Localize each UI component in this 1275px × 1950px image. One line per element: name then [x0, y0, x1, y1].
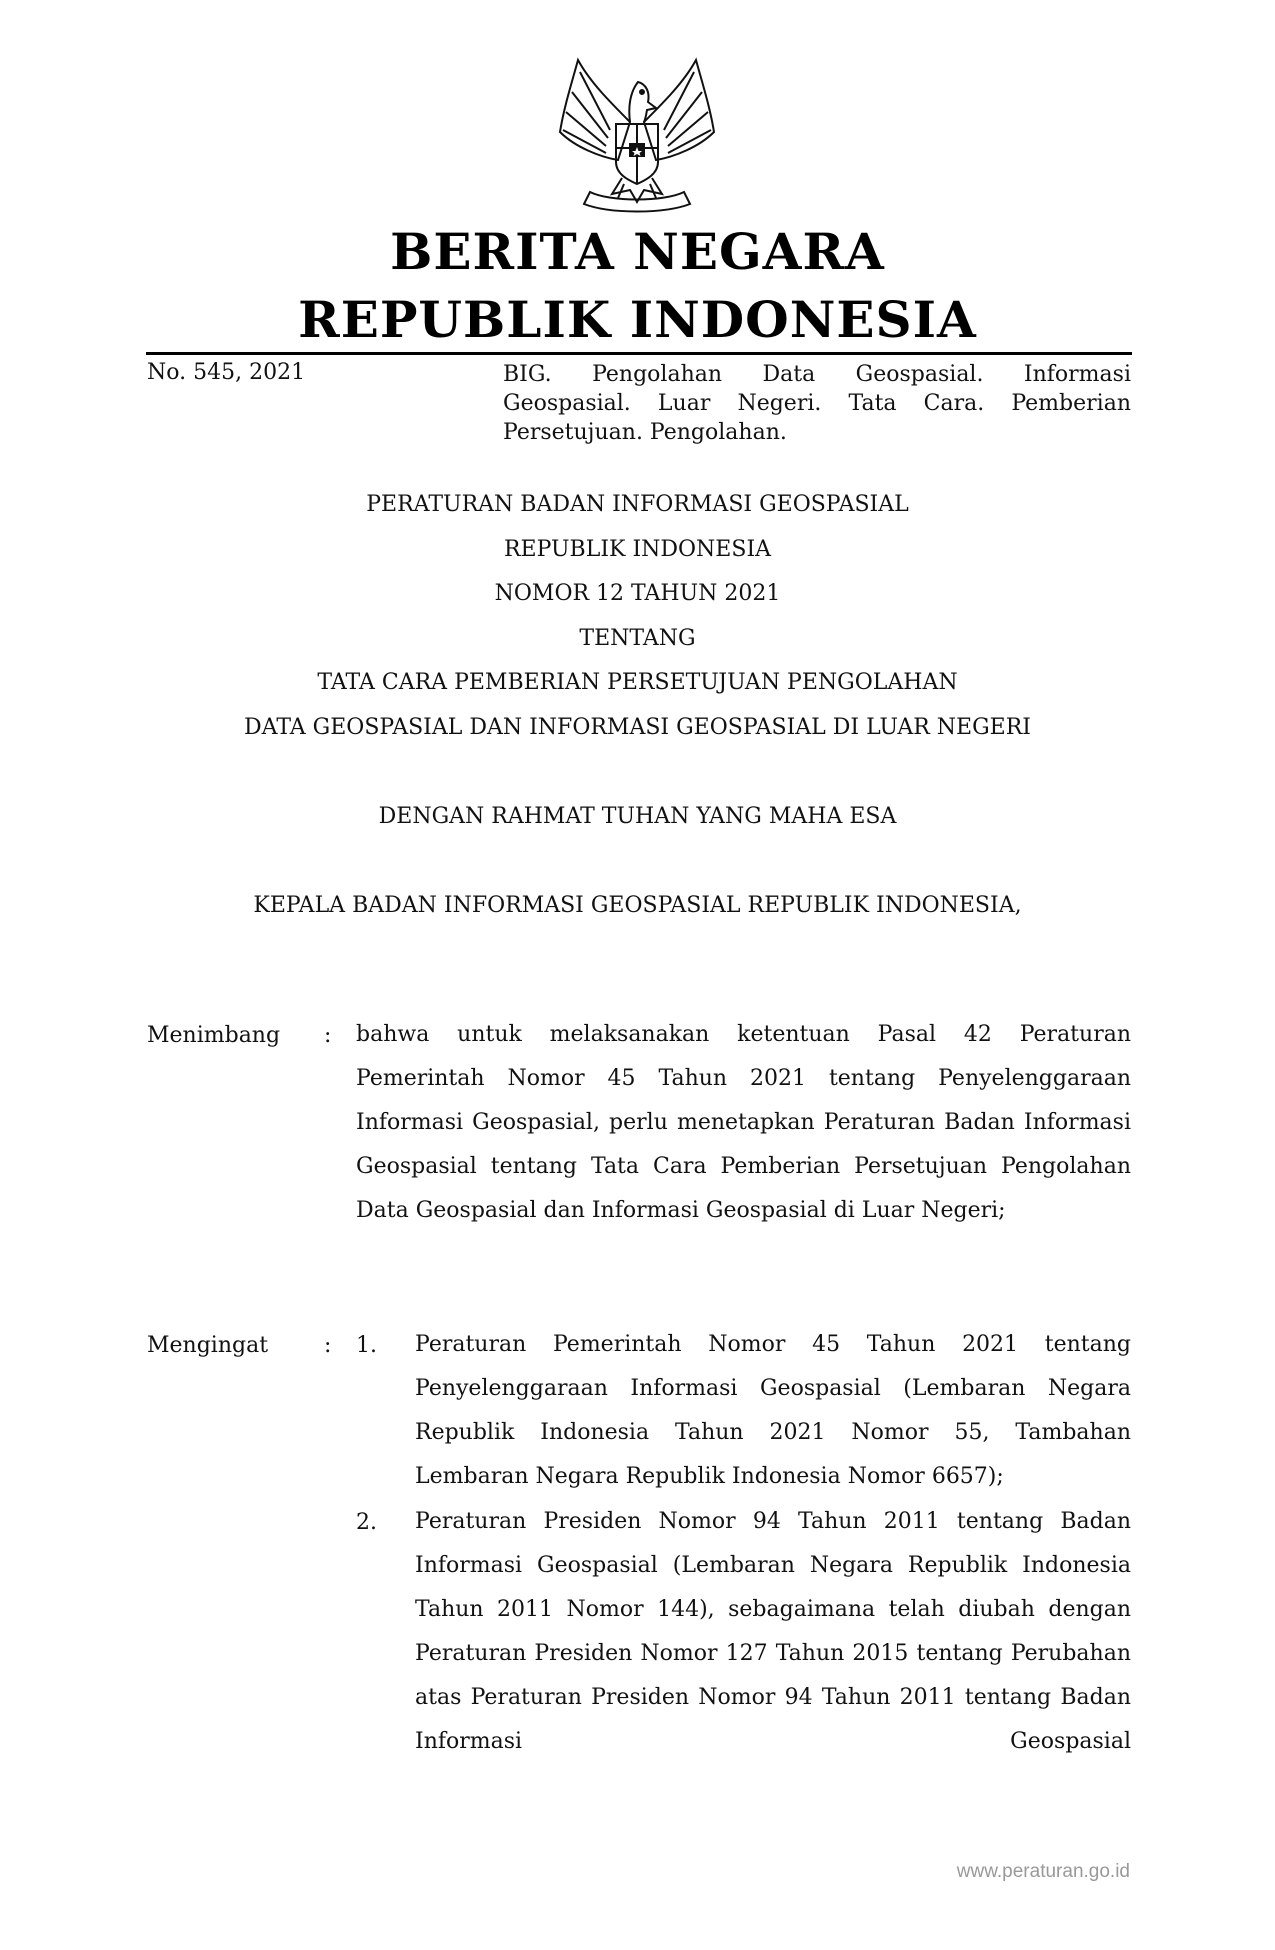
garuda-pancasila-emblem — [550, 52, 724, 214]
regulation-heading-line1: PERATURAN BADAN INFORMASI GEOSPASIAL — [366, 492, 909, 517]
menimbang-label: Menimbang — [147, 1023, 281, 1048]
menimbang-colon: : — [324, 1023, 332, 1048]
mengingat-item-text: Peraturan Pemerintah Nomor 45 Tahun 2021 tentang Penyelenggaraan Informasi Geospasial (Lembaran Negara Republik Indonesia Tahun 2021 Nomor 55, Tambahan Lembaran Negara Republik Indonesia Nomor 6657); — [415, 1332, 1131, 1489]
blessing-line: DENGAN RAHMAT TUHAN YANG MAHA ESA — [378, 804, 897, 829]
mengingat-item-text: Peraturan Presiden Nomor 94 Tahun 2011 tentang Badan Informasi Geospasial (Lembaran Negara Republik Indonesia Tahun 2011 Nomor 144), sebagaimana telah diubah dengan Peraturan Presiden Nomor 127 Tahun 2015 tentang Perubahan atas Peraturan Presiden Nomor 94 Tahun 2011 tentang Badan Informasi Geospasial — [415, 1509, 1131, 1754]
authority-line: KEPALA BADAN INFORMASI GEOSPASIAL REPUBLIK INDONESIA, — [253, 893, 1022, 918]
masthead-divider — [146, 352, 1132, 355]
mengingat-item-number: 1. — [356, 1333, 377, 1358]
regulation-tentang: TENTANG — [579, 626, 696, 651]
mengingat-item-number: 2. — [356, 1510, 377, 1535]
menimbang-text: bahwa untuk melaksanakan ketentuan Pasal 42 Peraturan Pemerintah Nomor 45 Tahun 2021 tentang Penyelenggaraan Informasi Geospasial, perlu menetapkan Peraturan Badan Informasi Geospasial tentang Tata Cara Pemberian Persetujuan Pengolahan Data Geospasial dan Informasi Geospasial di Luar Negeri; — [356, 1022, 1131, 1223]
gazette-number: No. 545, 2021 — [147, 360, 306, 385]
masthead-title-line1: BERITA NEGARA — [390, 222, 885, 281]
masthead-title-line2: REPUBLIK INDONESIA — [298, 290, 977, 349]
regulation-subject-line2: DATA GEOSPASIAL DAN INFORMASI GEOSPASIAL DI LUAR NEGERI — [244, 715, 1031, 740]
regulation-subject-line1: TATA CARA PEMBERIAN PERSETUJUAN PENGOLAHAN — [317, 670, 958, 695]
mengingat-colon: : — [324, 1333, 332, 1358]
regulation-heading-line2: REPUBLIK INDONESIA — [503, 537, 772, 562]
gazette-summary: BIG. Pengolahan Data Geospasial. Informasi Geospasial. Luar Negeri. Tata Cara. Pemberian Persetujuan. Pengolahan. — [503, 362, 1131, 445]
mengingat-label: Mengingat — [147, 1333, 269, 1358]
regulation-number: NOMOR 12 TAHUN 2021 — [494, 581, 781, 606]
footer-website-url: www.peraturan.go.id — [956, 1861, 1130, 1882]
